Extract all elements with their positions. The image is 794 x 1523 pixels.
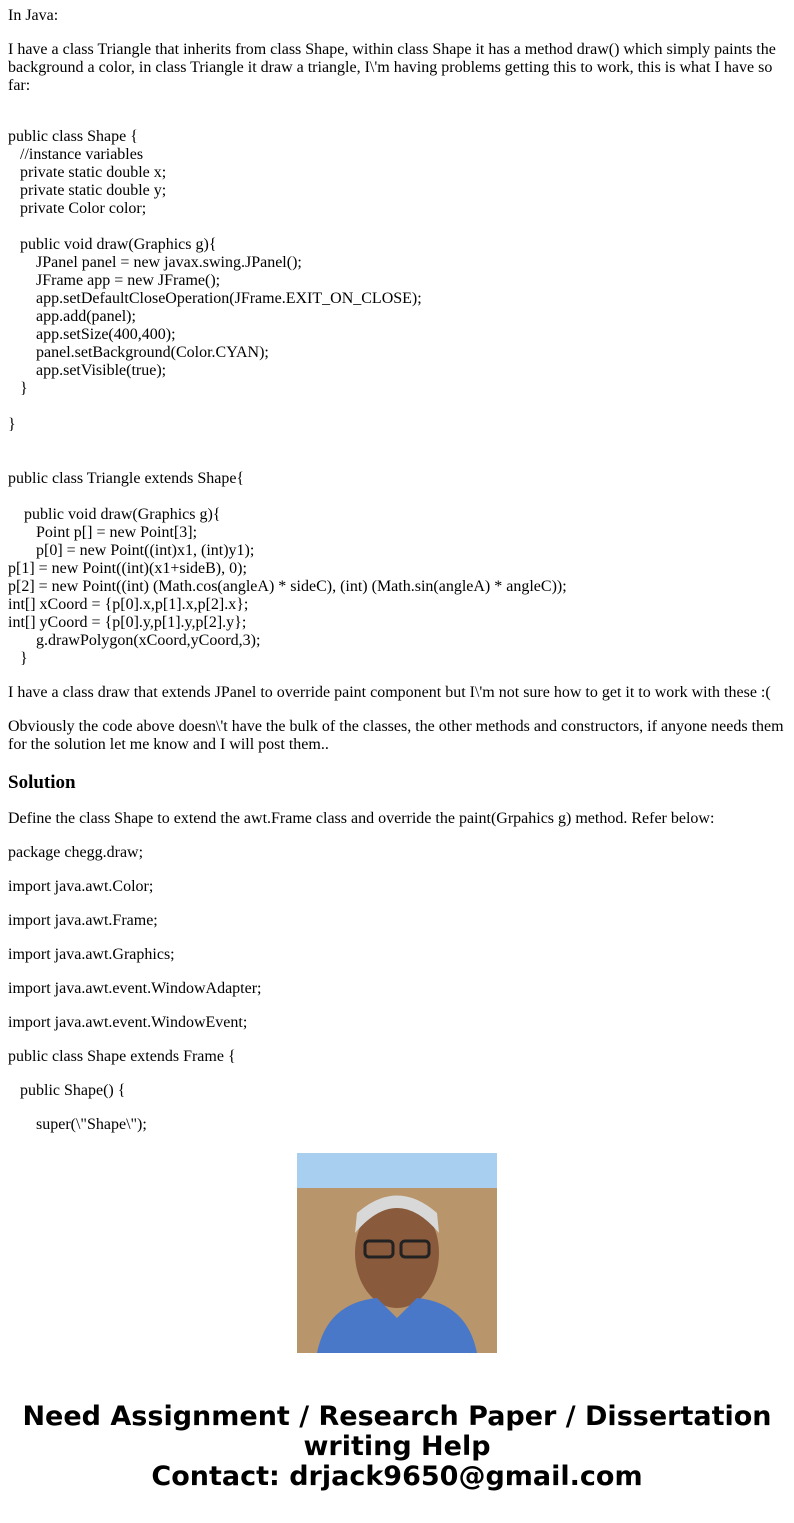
code-line bbox=[8, 218, 788, 236]
solution-code-line: package chegg.draw; bbox=[8, 844, 144, 861]
question-code bbox=[8, 128, 788, 668]
code-line: private Color color; bbox=[20, 200, 147, 217]
solution-heading: Solution bbox=[8, 772, 76, 793]
solution-code-line: import java.awt.Color; bbox=[8, 878, 154, 895]
code-line: Point p[] = new Point[3]; bbox=[36, 524, 198, 541]
code-line: private static double x; bbox=[20, 164, 167, 181]
solution-code-line: public Shape() { bbox=[20, 1082, 126, 1099]
solution-code-line: super(\"Shape\"); bbox=[36, 1116, 147, 1133]
promo-contact: Contact: drjack9650@gmail.com bbox=[151, 1461, 643, 1492]
code-line: int[] yCoord = {p[0].y,p[1].y,p[2].y}; bbox=[8, 614, 247, 631]
code-line: app.setVisible(true); bbox=[36, 362, 167, 379]
question-note: I have a class draw that extends JPanel to override paint component but I\'m not sure how to get it to work with these :( bbox=[8, 684, 771, 701]
code-line: panel.setBackground(Color.CYAN); bbox=[36, 344, 269, 361]
document-content bbox=[8, 0, 788, 1133]
author-photo bbox=[297, 1153, 497, 1353]
code-line: public void draw(Graphics g){ bbox=[20, 236, 217, 253]
code-line: //instance variables bbox=[20, 146, 144, 163]
code-line: JFrame app = new JFrame(); bbox=[36, 272, 221, 289]
solution-code-line: import java.awt.event.WindowEvent; bbox=[8, 1014, 248, 1031]
question-intro: In Java: bbox=[8, 7, 59, 24]
code-line bbox=[8, 398, 788, 416]
question-note: Obviously the code above doesn\'t have the bulk of the classes, the other methods and constructors, if anyone needs them for the solution let me know and I will post them.. bbox=[8, 718, 784, 753]
solution-code-line: import java.awt.event.WindowAdapter; bbox=[8, 980, 262, 997]
solution-code-line: import java.awt.Frame; bbox=[8, 912, 158, 929]
code-line: } bbox=[20, 380, 28, 397]
code-line: app.setDefaultCloseOperation(JFrame.EXIT_ON_CLOSE); bbox=[36, 290, 422, 307]
code-line: app.setSize(400,400); bbox=[36, 326, 176, 343]
code-line: private static double y; bbox=[20, 182, 167, 199]
promo-banner bbox=[0, 1402, 794, 1492]
solution-body bbox=[8, 810, 788, 1134]
code-line: p[1] = new Point((int)(x1+sideB), 0); bbox=[8, 560, 247, 577]
promo-line: Need Assignment / Research Paper / Dissertation bbox=[22, 1401, 772, 1432]
code-line: int[] xCoord = {p[0].x,p[1].x,p[2].x}; bbox=[8, 596, 249, 613]
code-line: } bbox=[8, 416, 16, 433]
solution-code-line: import java.awt.Graphics; bbox=[8, 946, 175, 963]
promo-line: writing Help bbox=[303, 1431, 491, 1462]
code-line: } bbox=[20, 650, 28, 667]
code-line: public class Shape { bbox=[8, 128, 138, 145]
person-portrait-icon bbox=[297, 1153, 497, 1353]
code-line bbox=[8, 434, 788, 452]
code-line: app.add(panel); bbox=[36, 308, 136, 325]
code-line: public class Triangle extends Shape{ bbox=[8, 470, 245, 487]
code-line: JPanel panel = new javax.swing.JPanel(); bbox=[36, 254, 302, 271]
code-line bbox=[8, 488, 788, 506]
code-line bbox=[8, 452, 788, 470]
code-line: p[0] = new Point((int)x1, (int)y1); bbox=[36, 542, 255, 559]
code-line: g.drawPolygon(xCoord,yCoord,3); bbox=[36, 632, 261, 649]
code-line: p[2] = new Point((int) (Math.cos(angleA) * sideC), (int) (Math.sin(angleA) * angleC)); bbox=[8, 578, 567, 595]
code-line: public void draw(Graphics g){ bbox=[24, 506, 221, 523]
solution-intro: Define the class Shape to extend the awt.Frame class and override the paint(Grpahics g) method. Refer below: bbox=[8, 810, 715, 827]
solution-code-line: public class Shape extends Frame { bbox=[8, 1048, 236, 1065]
question-body: I have a class Triangle that inherits from class Shape, within class Shape it has a method draw() which simply paints the background a color, in class Triangle it draw a triangle, I\'m having problems getting this to work, this is what I have so far: bbox=[8, 41, 776, 94]
